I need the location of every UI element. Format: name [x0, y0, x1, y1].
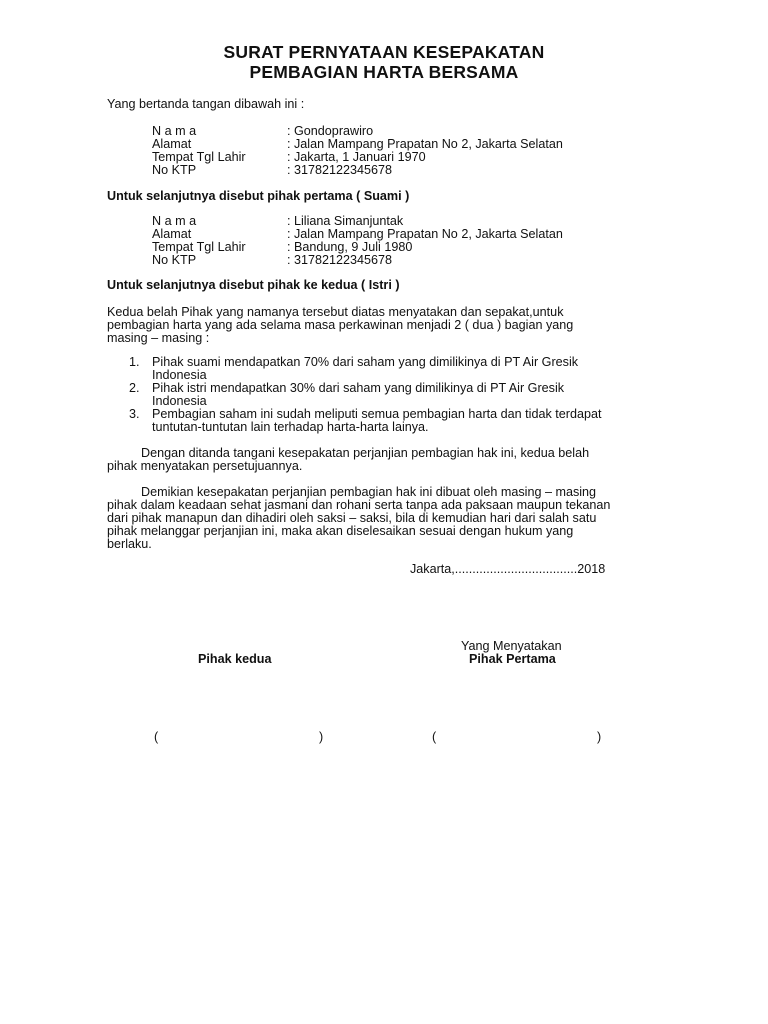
item-2-line-2: Indonesia	[152, 394, 207, 408]
closing-line-5: berlaku.	[107, 537, 152, 551]
party2-address-value: : Jalan Mampang Prapatan No 2, Jakarta Selatan	[287, 227, 563, 241]
closing-line-3: dari pihak manapun dan dihadiri oleh saksi – saksi, bila di kemudian hari dari salah satu	[107, 511, 597, 525]
item-3-number: 3.	[129, 407, 140, 421]
agreement-line-3: masing – masing :	[107, 331, 210, 345]
second-party-close-paren: )	[319, 730, 324, 744]
item-3-line-1: Pembagian saham ini sudah meliputi semua pembagian harta dan tidak terdapat	[152, 407, 602, 421]
party2-name-value: : Liliana Simanjuntak	[287, 214, 404, 228]
party2-name-label: N a m a	[152, 214, 197, 228]
party1-designation: Untuk selanjutnya disebut pihak pertama ( Suami )	[107, 189, 410, 203]
item-1-line-1: Pihak suami mendapatkan 70% dari saham yang dimilikinya di PT Air Gresik	[152, 355, 579, 369]
signing-line-2: pihak menyatakan persetujuannya.	[107, 459, 303, 473]
first-party-open-paren: (	[432, 730, 437, 744]
party2-birth-value: : Bandung, 9 Juli 1980	[287, 240, 413, 254]
agreement-line-2: pembagian harta yang ada selama masa perkawinan menjadi 2 ( dua ) bagian yang	[107, 318, 574, 332]
item-1-number: 1.	[129, 355, 140, 369]
item-1-line-2: Indonesia	[152, 368, 207, 382]
party2-ktp-value: : 31782122345678	[287, 253, 393, 267]
first-party-close-paren: )	[597, 730, 602, 744]
second-party-open-paren: (	[154, 730, 159, 744]
agreement-line-1: Kedua belah Pihak yang namanya tersebut diatas menyatakan dan sepakat,untuk	[107, 305, 564, 319]
intro-text: Yang bertanda tangan dibawah ini :	[107, 97, 305, 111]
party1-name-label: N a m a	[152, 124, 197, 138]
party1-birth-value: : Jakarta, 1 Januari 1970	[287, 150, 426, 164]
closing-line-4: pihak melanggar perjanjian ini, maka akan diselesaikan sesuai dengan hukum yang	[107, 524, 574, 538]
title-line-1: SURAT PERNYATAAN KESEPAKATAN	[223, 42, 545, 62]
second-party-label: Pihak kedua	[198, 652, 272, 666]
party2-address-label: Alamat	[152, 227, 192, 241]
closing-line-2: pihak dalam keadaan sehat jasmani dan rohani serta tanpa ada paksaan maupun tekanan	[107, 498, 611, 512]
party1-address-label: Alamat	[152, 137, 192, 151]
closing-line-1: Demikian kesepakatan perjanjian pembagian hak ini dibuat oleh masing – masing	[141, 485, 597, 499]
party1-ktp-label: No KTP	[152, 163, 197, 177]
place-date: Jakarta,...................................2018	[410, 562, 606, 576]
party1-name-value: : Gondoprawiro	[287, 124, 374, 138]
party2-ktp-label: No KTP	[152, 253, 197, 267]
party2-birth-label: Tempat Tgl Lahir	[152, 240, 246, 254]
item-3-line-2: tuntutan-tuntutan lain terhadap harta-harta lainya.	[152, 420, 429, 434]
declarer-label: Yang Menyatakan	[461, 639, 562, 653]
party1-address-value: : Jalan Mampang Prapatan No 2, Jakarta Selatan	[287, 137, 563, 151]
title-line-2: PEMBAGIAN HARTA BERSAMA	[249, 62, 519, 82]
party1-ktp-value: : 31782122345678	[287, 163, 393, 177]
signing-line-1: Dengan ditanda tangani kesepakatan perjanjian pembagian hak ini, kedua belah	[141, 446, 590, 460]
item-2-line-1: Pihak istri mendapatkan 30% dari saham yang dimilikinya di PT Air Gresik	[152, 381, 565, 395]
first-party-label: Pihak Pertama	[469, 652, 556, 666]
party1-birth-label: Tempat Tgl Lahir	[152, 150, 246, 164]
party2-designation: Untuk selanjutnya disebut pihak ke kedua ( Istri )	[107, 278, 400, 292]
item-2-number: 2.	[129, 381, 140, 395]
